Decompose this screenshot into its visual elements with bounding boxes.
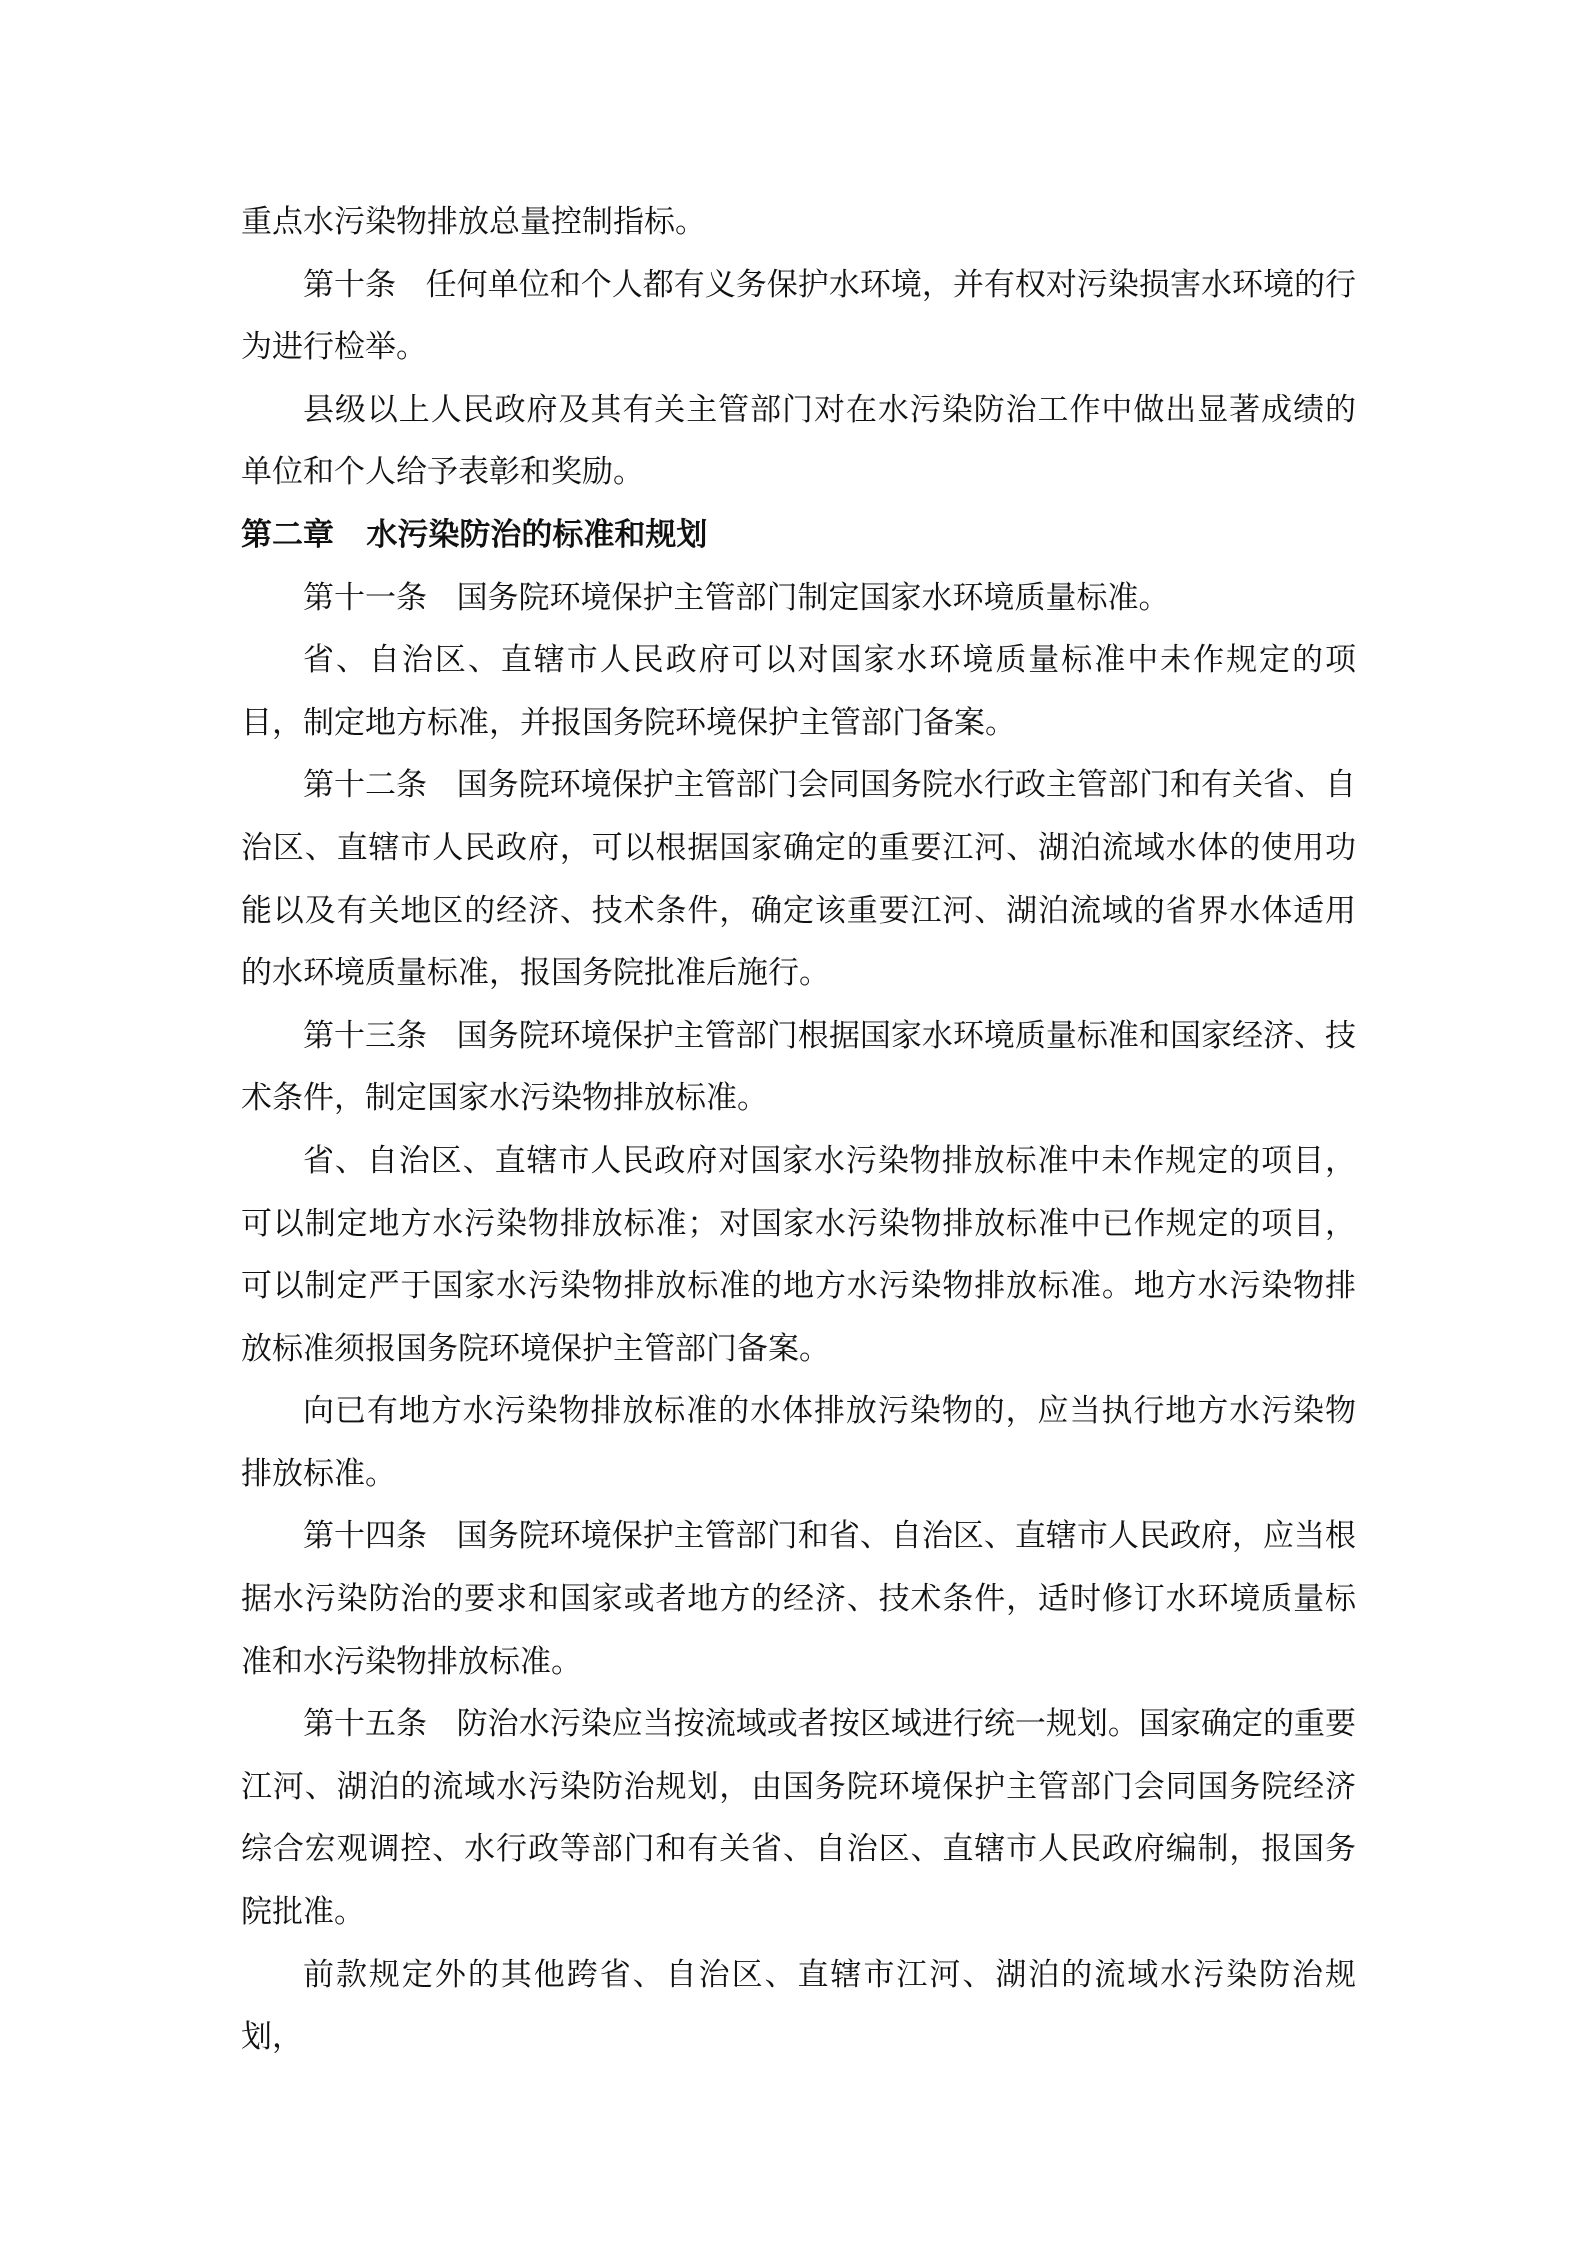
article-10 <box>241 254 1356 379</box>
paragraph-body <box>241 1130 1356 1380</box>
article-label: 第十二条 <box>303 767 428 804</box>
article-text: 防治水污染应当按流域或者按区域进行统一规划。国家确定的重要江河、湖泊的流域水污染防治规划，由国务院环境保护主管部门会同国务院经济综合宏观调控、水行政等部门和有关省、自治区、直辖市人民政府编制，报国务院批准。 <box>241 1706 1357 1931</box>
chapter-label: 第二章 <box>241 516 334 553</box>
article-label: 第十三条 <box>303 1017 428 1054</box>
article-15 <box>241 1693 1356 1943</box>
chapter-title: 水污染防治的标准和规划 <box>366 516 708 553</box>
paragraph-text: 省、自治区、直辖市人民政府可以对国家水环境质量标准中未作规定的项目，制定地方标准，并报国务院环境保护主管部门备案。 <box>241 642 1356 741</box>
paragraph-text: 向已有地方水污染物排放标准的水体排放污染物的，应当执行地方水污染物排放标准。 <box>241 1393 1356 1492</box>
paragraph-body <box>241 1944 1356 2069</box>
article-text: 国务院环境保护主管部门制定国家水环境质量标准。 <box>456 579 1170 616</box>
paragraph-body <box>241 379 1356 504</box>
article-13 <box>241 1005 1356 1130</box>
article-text: 国务院环境保护主管部门会同国务院水行政主管部门和有关省、自治区、直辖市人民政府，可以根据国家确定的重要江河、湖泊流域水体的使用功能以及有关地区的经济、技术条件，确定该重要江河、湖泊流域的省界水体适用的水环境质量标准，报国务院批准后施行。 <box>241 767 1357 992</box>
paragraph-body <box>241 1380 1356 1505</box>
article-12 <box>241 754 1356 1004</box>
article-text: 国务院环境保护主管部门和省、自治区、直辖市人民政府，应当根据水污染防治的要求和国家或者地方的经济、技术条件，适时修订水环境质量标准和水污染物排放标准。 <box>241 1518 1357 1680</box>
paragraph-text: 重点水污染物排放总量控制指标。 <box>241 204 706 240</box>
article-label: 第十五条 <box>303 1706 428 1743</box>
article-label: 第十四条 <box>303 1518 428 1555</box>
article-14 <box>241 1505 1356 1693</box>
paragraph-text: 前款规定外的其他跨省、自治区、直辖市江河、湖泊的流域水污染防治规划， <box>241 1956 1356 2056</box>
article-label: 第十条 <box>303 266 397 303</box>
article-text: 国务院环境保护主管部门根据国家水环境质量标准和国家经济、技术条件，制定国家水污染物排放标准。 <box>241 1017 1357 1117</box>
document-body <box>241 191 1356 2069</box>
paragraph-continuation <box>241 191 1356 254</box>
paragraph-body <box>241 629 1356 754</box>
article-label: 第十一条 <box>303 579 427 616</box>
paragraph-text: 县级以上人民政府及其有关主管部门对在水污染防治工作中做出显著成绩的单位和个人给予表彰和奖励。 <box>241 391 1356 491</box>
paragraph-text: 省、自治区、直辖市人民政府对国家水污染物排放标准中未作规定的项目，可以制定地方水污染物排放标准；对国家水污染物排放标准中已作规定的项目，可以制定严于国家水污染物排放标准的地方水污染物排放标准。地方水污染物排放标准须报国务院环境保护主管部门备案。 <box>241 1142 1356 1367</box>
chapter-heading <box>241 504 1356 567</box>
article-11 <box>241 567 1356 630</box>
article-text: 任何单位和个人都有义务保护水环境，并有权对污染损害水环境的行为进行检举。 <box>241 266 1357 366</box>
